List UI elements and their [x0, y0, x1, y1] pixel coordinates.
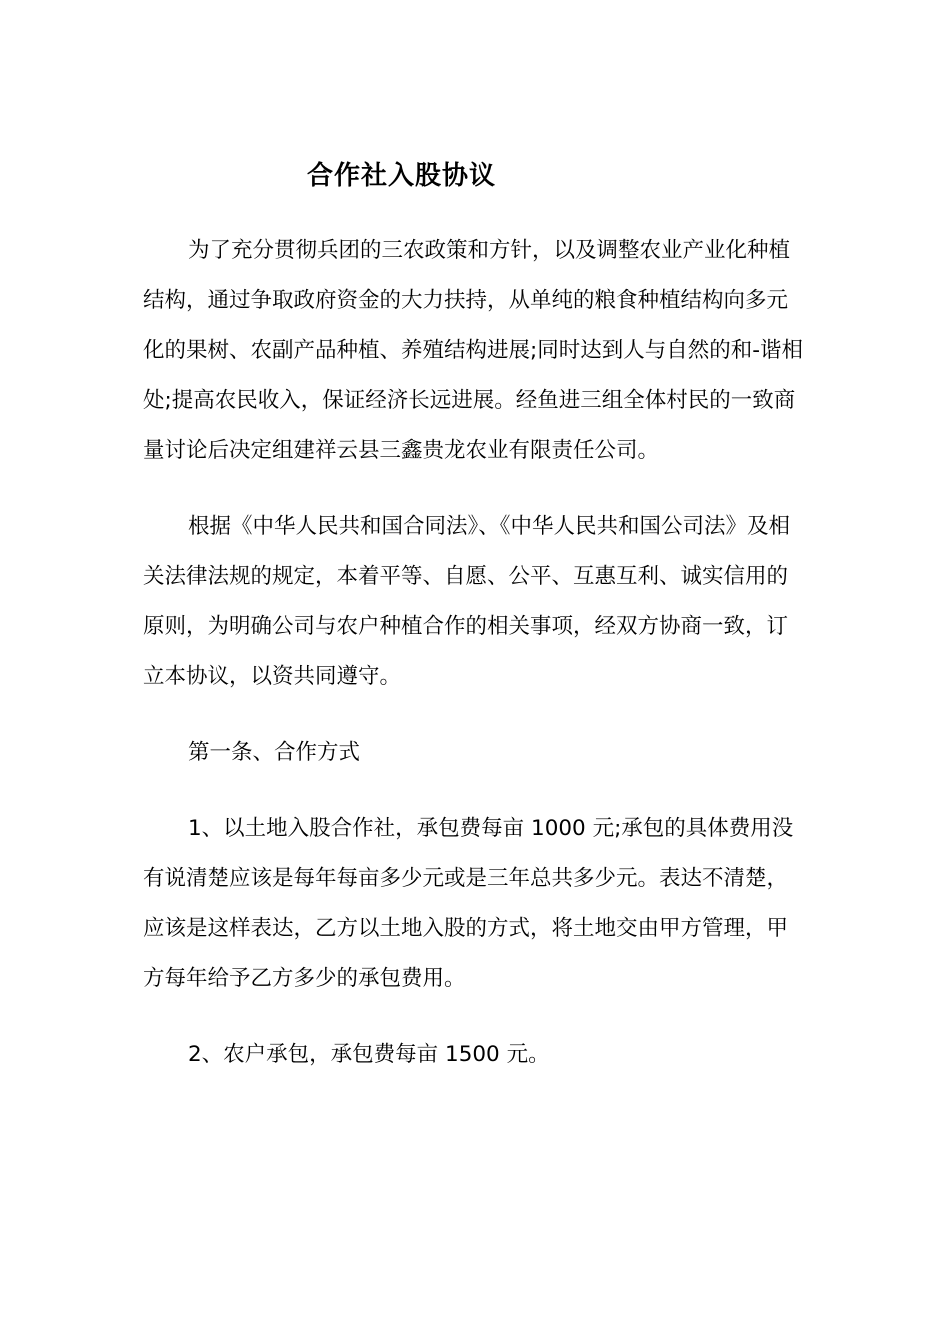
document-title: 合作社入股协议 — [306, 161, 496, 191]
section-heading-cooperation: 第一条、合作方式 — [188, 740, 361, 765]
clause-land-shares: 1、以土地入股合作社，承包费每亩 1000 元;承包的具体费用没有说清楚应该是每年每亩多少元或是三年总共多少元。表达不清楚，应该是这样表达，乙方以土地入股的方式，将土地交由甲方管理，甲方每年给予乙方多少的承包费用。 — [143, 816, 794, 991]
clause-farmer-contract: 2、农户承包，承包费每亩 1500 元。 — [188, 1042, 550, 1067]
paragraph-intro: 为了充分贯彻兵团的三农政策和方针，以及调整农业产业化种植结构，通过争取政府资金的大力扶持，从单纯的粮食种植结构向多元化的果树、农副产品种植、养殖结构进展;同时达到人与自然的和-谐相处;提高农民收入，保证经济长远进展。经鱼进三组全体村民的一致商量讨论后决定组建祥云县三鑫贵龙农业有限责任公司。 — [143, 238, 804, 463]
paragraph-legal-basis: 根据《中华人民共和国合同法》、《中华人民共和国公司法》及相关法律法规的规定，本着平等、自愿、公平、互惠互利、诚实信用的原则，为明确公司与农户种植合作的相关事项，经双方协商一致，订立本协议，以资共同遵守。 — [143, 514, 791, 689]
document-body — [143, 226, 805, 1106]
